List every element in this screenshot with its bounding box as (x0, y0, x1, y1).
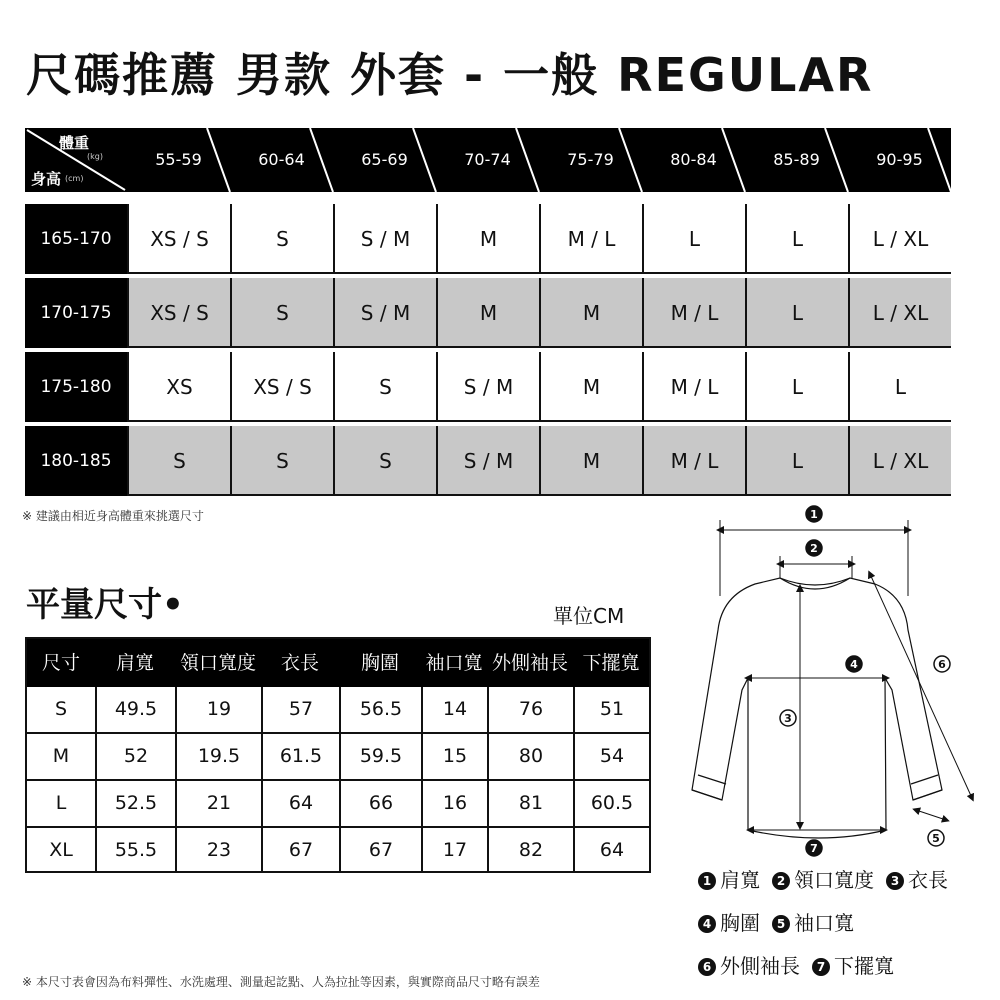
size-cell: XS (127, 352, 230, 422)
measure-cell: S (54, 698, 68, 720)
measure-cell: 64 (573, 828, 649, 873)
height-range-cell: 165-170 (25, 204, 127, 274)
size-cell: M / L (642, 426, 745, 496)
measure-cell: 61.5 (261, 734, 339, 779)
measure-cell: M (52, 745, 70, 767)
measure-header-cell: 外側袖長 (491, 652, 568, 674)
measure-cell: 76 (487, 687, 573, 732)
size-cell: L (848, 352, 951, 422)
size-cell: S (230, 204, 333, 274)
size-cell: S (230, 278, 333, 348)
size-cell: S / M (333, 278, 436, 348)
legend-line (698, 950, 906, 979)
size-cell: M (539, 426, 642, 496)
size-cell: L (745, 352, 848, 422)
measure-cell: 21 (175, 781, 261, 826)
size-cell: L (745, 426, 848, 496)
measure-row (27, 687, 649, 734)
height-range-cell: 180-185 (25, 426, 127, 496)
measure-cell: 66 (339, 781, 421, 826)
size-cell: M (539, 278, 642, 348)
marker-3 (780, 710, 796, 726)
measure-cell: 56.5 (339, 687, 421, 732)
size-cell: L (745, 204, 848, 274)
marker-5 (928, 830, 944, 846)
measure-header-cell: 衣長 (280, 652, 319, 674)
weight-label: 體重 (59, 134, 90, 152)
table-header (25, 128, 951, 192)
size-cell: M / L (642, 352, 745, 422)
measure-cell: XL (49, 839, 73, 861)
size-cell: XS / S (230, 352, 333, 422)
weight-range-header: 70-74 (464, 150, 511, 169)
measure-row (27, 734, 649, 781)
legend-label: 衣長 (908, 868, 948, 892)
measure-cell: 51 (573, 687, 649, 732)
measure-cell: 67 (261, 828, 339, 873)
marker-1 (806, 506, 822, 522)
measure-header-cell: 袖口寬 (425, 652, 483, 674)
measure-cell: 16 (421, 781, 487, 826)
svg-text:3: 3 (784, 712, 792, 725)
measure-cell: 55.5 (95, 828, 175, 873)
legend-label: 下擺寬 (834, 954, 894, 978)
measure-cell: 57 (261, 687, 339, 732)
page-title: 尺碼推薦 男款 外套 - 一般 REGULAR (26, 48, 874, 102)
size-cell: XS / S (127, 278, 230, 348)
size-cell: M (436, 204, 539, 274)
height-unit: (cm) (65, 174, 84, 183)
measure-cell: 54 (573, 734, 649, 779)
size-cell: L / XL (848, 426, 951, 496)
table-row (25, 278, 951, 348)
measure-title: 平量尺寸• (26, 585, 184, 625)
measure-cell: L (55, 792, 67, 814)
measurement-header (27, 639, 649, 687)
weight-range-header: 55-59 (155, 150, 202, 169)
marker-7 (806, 840, 822, 856)
legend-item (772, 868, 874, 892)
measure-cell: 81 (487, 781, 573, 826)
size-cell: S / M (436, 426, 539, 496)
measure-header-cell: 領口寬度 (179, 652, 256, 674)
legend-number: 4 (698, 915, 716, 933)
legend-item (698, 954, 800, 978)
weight-range-header: 75-79 (567, 150, 614, 169)
svg-text:1: 1 (810, 508, 818, 521)
size-cell: L (642, 204, 745, 274)
measure-cell: 60.5 (573, 781, 649, 826)
legend-item (698, 911, 760, 935)
legend-line (698, 864, 960, 893)
measure-header-cell: 尺寸 (41, 652, 80, 674)
marker-4 (846, 656, 862, 672)
measure-header-cell: 胸圍 (360, 652, 399, 674)
table-row (25, 352, 951, 422)
measure-cell: 67 (339, 828, 421, 873)
size-cell: M / L (642, 278, 745, 348)
weight-range-header: 80-84 (670, 150, 717, 169)
size-cell: S (333, 352, 436, 422)
weight-range-header: 60-64 (258, 150, 305, 169)
measure-cell: 80 (487, 734, 573, 779)
height-range-cell: 170-175 (25, 278, 127, 348)
legend-label: 肩寬 (720, 868, 760, 892)
legend-item (812, 954, 894, 978)
measure-cell: 19.5 (175, 734, 261, 779)
legend-item (698, 868, 760, 892)
legend-label: 外側袖長 (720, 954, 800, 978)
measure-cell: 17 (421, 828, 487, 873)
measure-header-cell: 下擺寬 (582, 652, 640, 674)
legend-number: 5 (772, 915, 790, 933)
measure-cell: 52 (95, 734, 175, 779)
size-cell: S (333, 426, 436, 496)
size-recommendation-table (25, 128, 951, 490)
measure-cell: 59.5 (339, 734, 421, 779)
sweater-outline (692, 578, 942, 838)
measure-cell: 82 (487, 828, 573, 873)
recommend-note: ※ 建議由相近身高體重來挑選尺寸 (22, 509, 204, 523)
size-cell: XS / S (127, 204, 230, 274)
legend-number: 2 (772, 872, 790, 890)
size-cell: M / L (539, 204, 642, 274)
measure-cell: 19 (175, 687, 261, 732)
weight-range-header: 85-89 (773, 150, 820, 169)
measure-cell: 23 (175, 828, 261, 873)
measure-cell: 52.5 (95, 781, 175, 826)
measure-lines (720, 520, 972, 830)
garment-diagram (680, 500, 980, 860)
height-range-cell: 175-180 (25, 352, 127, 422)
size-cell: L / XL (848, 204, 951, 274)
svg-text:2: 2 (810, 542, 818, 555)
legend-number: 1 (698, 872, 716, 890)
size-cell: S (127, 426, 230, 496)
measurement-table (25, 637, 651, 873)
height-label: 身高 (31, 170, 62, 188)
svg-text:4: 4 (850, 658, 858, 671)
legend-item (772, 911, 854, 935)
measure-cell: 15 (421, 734, 487, 779)
corner-cell (25, 128, 127, 192)
marker-6 (934, 656, 950, 672)
size-cell: M (436, 278, 539, 348)
marker-2 (806, 540, 822, 556)
size-cell: L / XL (848, 278, 951, 348)
table-row (25, 204, 951, 274)
legend-label: 胸圍 (720, 911, 760, 935)
size-cell: S / M (436, 352, 539, 422)
legend-label: 領口寬度 (794, 868, 874, 892)
weight-unit: (kg) (87, 152, 103, 161)
svg-text:6: 6 (938, 658, 946, 671)
legend-number: 3 (886, 872, 904, 890)
weight-range-header: 90-95 (876, 150, 923, 169)
legend-item (886, 868, 948, 892)
measure-row (27, 828, 649, 875)
measure-row (27, 781, 649, 828)
measure-cell: 14 (421, 687, 487, 732)
measure-cell: 49.5 (95, 687, 175, 732)
svg-text:5: 5 (932, 832, 940, 845)
legend-line (698, 907, 866, 936)
weight-range-header: 65-69 (361, 150, 408, 169)
size-cell: M (539, 352, 642, 422)
size-cell: L (745, 278, 848, 348)
measure-note: ※ 本尺寸表會因為布料彈性、水洗處理、測量起訖點、人為拉扯等因素，與實際商品尺寸略有誤差 (22, 975, 540, 989)
size-cell: S / M (333, 204, 436, 274)
measure-unit: 單位CM (553, 604, 625, 628)
size-cell: S (230, 426, 333, 496)
table-row (25, 426, 951, 496)
legend-number: 6 (698, 958, 716, 976)
measure-cell: 64 (261, 781, 339, 826)
measure-header-cell: 肩寬 (115, 652, 154, 674)
svg-text:7: 7 (810, 842, 818, 855)
legend-label: 袖口寬 (794, 911, 854, 935)
legend-number: 7 (812, 958, 830, 976)
